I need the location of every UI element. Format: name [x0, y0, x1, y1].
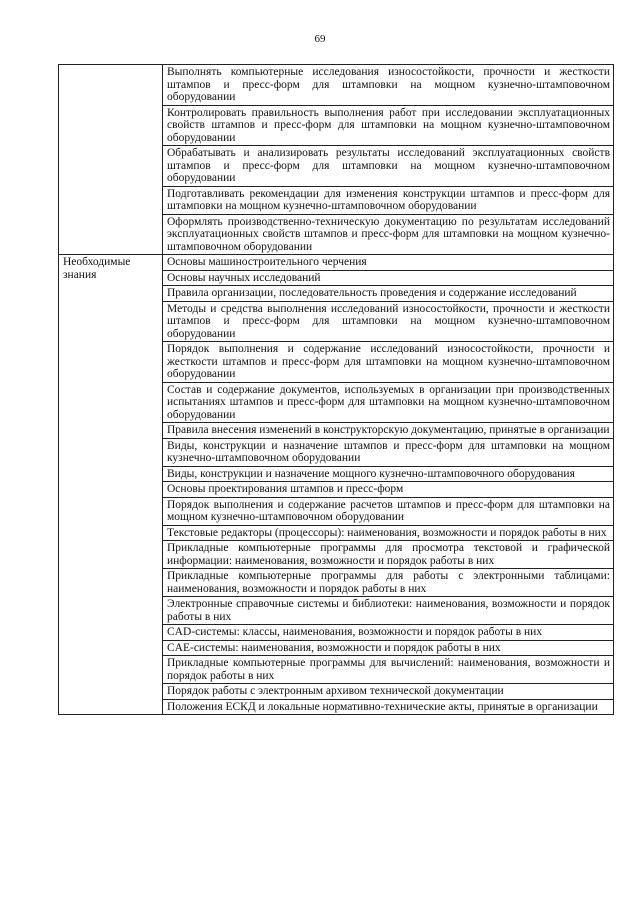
requirement-text-cell: Текстовые редакторы (процессоры): наименования, возможности и порядок работы в них [163, 525, 614, 541]
requirements-table [58, 64, 614, 715]
requirement-text-cell: Электронные справочные системы и библиотеки: наименования, возможности и порядок работы в них [163, 597, 614, 625]
table-row [59, 65, 614, 106]
requirement-text-cell: Основы проектирования штампов и пресс-форм [163, 482, 614, 498]
requirement-text-cell: Виды, конструкции и назначение штампов и пресс-форм для штамповки на мощном кузнечно-штамповочном оборудовании [163, 438, 614, 466]
requirement-text-cell: Порядок работы с электронным архивом технической документации [163, 684, 614, 700]
section-label-cell: Необходимые знания [59, 255, 163, 715]
section-label-cell [59, 65, 163, 255]
requirement-text-cell: Виды, конструкции и назначение мощного кузнечно-штамповочного оборудования [163, 466, 614, 482]
requirement-text-cell: Порядок выполнения и содержание исследований износостойкости, прочности и жесткости штампов и пресс-форм для штамповки на мощном кузнечно-штамповочном оборудовании [163, 342, 614, 383]
page-number: 69 [314, 33, 326, 45]
requirement-text-cell: Прикладные компьютерные программы для работы с электронными таблицами: наименования, возможности и порядок работы в них [163, 569, 614, 597]
requirement-text-cell: Положения ЕСКД и локальные нормативно-технические акты, принятые в организации [163, 699, 614, 715]
requirement-text-cell: Оформлять производственно-техническую документацию по результатам исследований эксплуатационных свойств штампов и пресс-форм для штамповки на мощном кузнечно-штамповочном оборудовании [163, 214, 614, 255]
requirement-text-cell: CAE-системы: наименования, возможности и порядок работы в них [163, 640, 614, 656]
requirement-text-cell: Контролировать правильность выполнения работ при исследовании эксплуатационных свойств штампов и пресс-форм для штамповки на мощном кузнечно-штамповочном оборудовании [163, 105, 614, 146]
requirement-text-cell: Правила внесения изменений в конструкторскую документацию, принятые в организации [163, 423, 614, 439]
requirement-text-cell: Основы научных исследований [163, 270, 614, 286]
requirement-text-cell: Обрабатывать и анализировать результаты исследований эксплуатационных свойств штампов и пресс-форм для штамповки на мощном кузнечно-штамповочном оборудовании [163, 146, 614, 187]
requirement-text-cell: Состав и содержание документов, используемых в организации при производственных испытаниях штампов и пресс-форм для штамповки на мощном кузнечно-штамповочном оборудовании [163, 382, 614, 423]
requirement-text-cell: Методы и средства выполнения исследований износостойкости, прочности и жесткости штампов и пресс-форм для штамповки на мощном кузнечно-штамповочном оборудовании [163, 301, 614, 342]
requirement-text-cell: Прикладные компьютерные программы для вычислений: наименования, возможности и порядок работы в них [163, 656, 614, 684]
requirement-text-cell: Прикладные компьютерные программы для просмотра текстовой и графической информации: наименования, возможности и порядок работы в них [163, 541, 614, 569]
requirement-text-cell: Порядок выполнения и содержание расчетов штампов и пресс-форм для штамповки на мощном кузнечно-штамповочном оборудовании [163, 497, 614, 525]
requirement-text-cell: Выполнять компьютерные исследования износостойкости, прочности и жесткости штампов и пресс-форм для штамповки на мощном кузнечно-штамповочном оборудовании [163, 65, 614, 106]
requirement-text-cell: CAD-системы: классы, наименования, возможности и порядок работы в них [163, 625, 614, 641]
requirement-text-cell: Подготавливать рекомендации для изменения конструкции штампов и пресс-форм для штамповки на мощном кузнечно-штамповочном оборудовании [163, 186, 614, 214]
table-row [59, 255, 614, 271]
requirement-text-cell: Правила организации, последовательность проведения и содержание исследований [163, 286, 614, 302]
requirement-text-cell: Основы машиностроительного черчения [163, 255, 614, 271]
requirements-table-body [59, 65, 614, 715]
